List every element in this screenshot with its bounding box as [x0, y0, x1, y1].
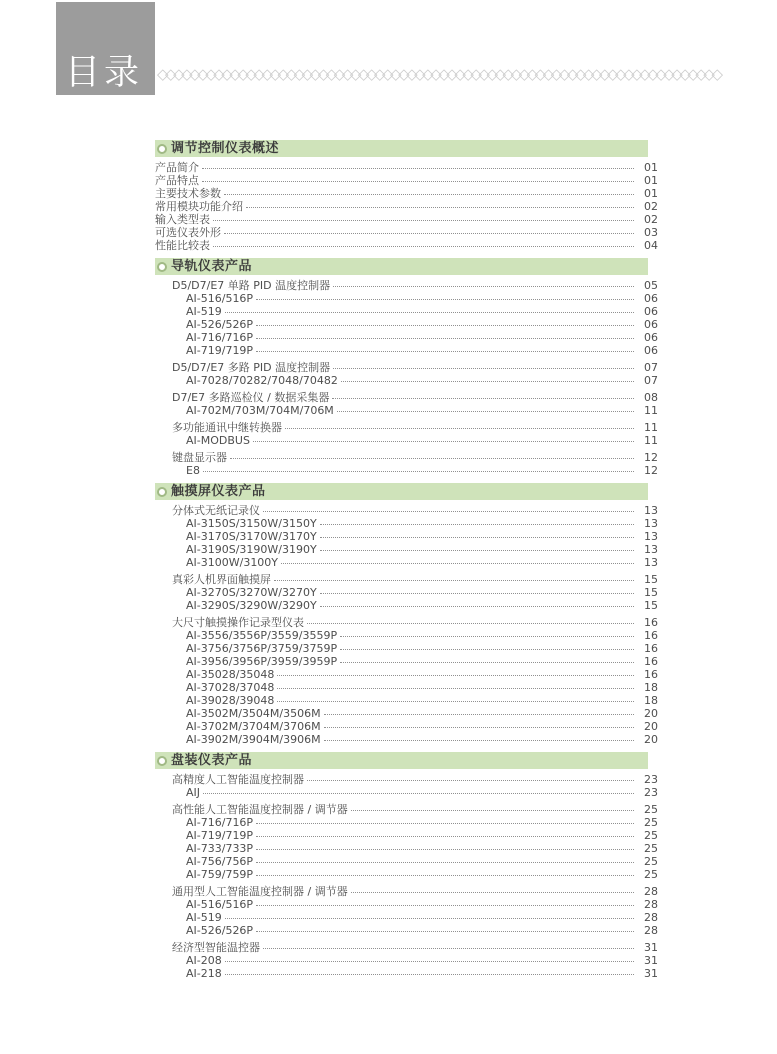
toc-entry-label: AI-733/733P — [186, 842, 254, 855]
toc-entry-page: 06 — [644, 344, 658, 357]
toc-entry-label: 高精度人工智能温度控制器 — [172, 773, 304, 786]
section-header — [155, 752, 648, 769]
diamond-chain-divider: ◇◇◇◇◇◇◇◇◇◇◇◇◇◇◇◇◇◇◇◇◇◇◇◇◇◇◇◇◇◇◇◇◇◇◇◇◇◇◇◇◇◇◇◇◇◇◇◇◇◇◇◇◇◇◇◇◇◇◇◇◇◇◇◇◇◇◇◇◇◇ — [157, 65, 720, 83]
dotted-leader — [340, 636, 634, 637]
dotted-leader — [246, 207, 634, 208]
toc-entry-label: 分体式无纸记录仪 — [172, 504, 260, 517]
toc-entry-label: AI-516/516P — [186, 898, 254, 911]
dotted-leader — [320, 550, 634, 551]
dotted-leader — [277, 688, 634, 689]
toc-entry-label: AI-716/716P — [186, 331, 254, 344]
toc-section — [155, 258, 658, 477]
toc-entry-label: AI-3190S/3190W/3190Y — [186, 543, 317, 556]
toc-entry-label: 输入类型表 — [155, 213, 210, 226]
dotted-leader — [202, 168, 634, 169]
toc-entry-label: 产品特点 — [155, 174, 199, 187]
toc-entry-page: 31 — [644, 967, 658, 980]
dotted-leader — [225, 961, 634, 962]
toc-entry-page: 07 — [644, 374, 658, 387]
toc-section — [155, 752, 658, 980]
toc-entry-page: 13 — [644, 543, 658, 556]
toc-entry-page: 06 — [644, 305, 658, 318]
dotted-leader — [332, 398, 634, 399]
toc-entry-label: AI-3290S/3290W/3290Y — [186, 599, 317, 612]
toc-entry-page: 12 — [644, 451, 658, 464]
toc-entry-page: 16 — [644, 655, 658, 668]
toc-entry — [186, 629, 658, 642]
dotted-leader — [285, 428, 634, 429]
toc-entry-label: AI-MODBUS — [186, 434, 250, 447]
dotted-leader — [320, 606, 634, 607]
page-title: 目录 — [65, 53, 144, 94]
toc-entry-label: D5/D7/E7 单路 PID 温度控制器 — [172, 279, 331, 292]
toc-entry-page: 01 — [644, 187, 658, 200]
dotted-leader — [333, 368, 634, 369]
toc-entry-label: AI-35028/35048 — [186, 668, 275, 681]
toc-section — [155, 483, 658, 746]
dotted-leader — [337, 411, 634, 412]
toc-entry-label: D5/D7/E7 多路 PID 温度控制器 — [172, 361, 331, 374]
toc-entry — [186, 599, 658, 612]
dotted-leader — [225, 974, 634, 975]
dotted-leader — [324, 727, 634, 728]
dotted-leader — [256, 931, 634, 932]
toc-entry — [155, 161, 658, 174]
toc-entry-label: 通用型人工智能温度控制器 / 调节器 — [172, 885, 348, 898]
toc-entry-label: AIJ — [186, 786, 201, 799]
toc-entry — [186, 517, 658, 530]
toc-entry-label: 大尺寸触摸操作记录型仪表 — [172, 616, 304, 629]
toc-entry-page: 23 — [644, 773, 658, 786]
toc-entry — [186, 855, 658, 868]
dotted-leader — [230, 458, 634, 459]
dotted-leader — [224, 233, 634, 234]
toc-entry-label: AI-3270S/3270W/3270Y — [186, 586, 317, 599]
toc-entry-page: 08 — [644, 391, 658, 404]
toc-entry-label: AI-516/516P — [186, 292, 254, 305]
toc-entry-page: 02 — [644, 213, 658, 226]
toc-entry-page: 06 — [644, 292, 658, 305]
toc-entry-label: AI-3902M/3904M/3906M — [186, 733, 321, 746]
dotted-leader — [256, 325, 634, 326]
toc-entry-page: 13 — [644, 556, 658, 569]
toc-entry-label: AI-526/526P — [186, 318, 254, 331]
toc-entry-label: AI-759/759P — [186, 868, 254, 881]
toc-entry-page: 11 — [644, 421, 658, 434]
toc-entry-label: 主要技术参数 — [155, 187, 221, 200]
dotted-leader — [256, 823, 634, 824]
toc-entry-page: 01 — [644, 174, 658, 187]
toc-entry-page: 16 — [644, 616, 658, 629]
toc-entry-label: D7/E7 多路巡检仪 / 数据采集器 — [172, 391, 330, 404]
circle-bullet-icon — [157, 144, 167, 154]
toc-entry-page: 13 — [644, 504, 658, 517]
toc-entry — [186, 556, 658, 569]
section-header — [155, 140, 648, 157]
toc-entry-page: 06 — [644, 331, 658, 344]
dotted-leader — [225, 918, 634, 919]
toc-entry — [186, 868, 658, 881]
toc-entry-label: 键盘显示器 — [172, 451, 227, 464]
toc-entry — [172, 279, 658, 292]
dotted-leader — [213, 220, 634, 221]
dotted-leader — [225, 312, 634, 313]
toc-entry — [186, 681, 658, 694]
toc-entry-label: AI-719/719P — [186, 829, 254, 842]
dotted-leader — [324, 740, 634, 741]
toc-entry — [186, 642, 658, 655]
toc-entry-page: 18 — [644, 681, 658, 694]
dotted-leader — [263, 948, 634, 949]
circle-bullet-icon — [157, 262, 167, 272]
dotted-leader — [253, 441, 634, 442]
toc-entry — [186, 842, 658, 855]
toc-entry-label: AI-208 — [186, 954, 222, 967]
toc-entry-page: 25 — [644, 842, 658, 855]
toc-entry-page: 01 — [644, 161, 658, 174]
toc-entry-page: 28 — [644, 898, 658, 911]
toc-entry — [186, 655, 658, 668]
toc-entry-page: 04 — [644, 239, 658, 252]
dotted-leader — [274, 580, 634, 581]
toc-entry-label: AI-3170S/3170W/3170Y — [186, 530, 317, 543]
toc-entry-label: 可选仪表外形 — [155, 226, 221, 239]
toc-entry — [172, 391, 658, 404]
toc-entry-page: 20 — [644, 707, 658, 720]
toc-entry-page: 03 — [644, 226, 658, 239]
section-header — [155, 258, 648, 275]
dotted-leader — [256, 338, 634, 339]
toc-entry — [186, 967, 658, 980]
toc-entry — [172, 361, 658, 374]
toc-entry-page: 25 — [644, 803, 658, 816]
toc-entry-page: 06 — [644, 318, 658, 331]
toc-entry-page: 18 — [644, 694, 658, 707]
dotted-leader — [213, 246, 634, 247]
dotted-leader — [256, 875, 634, 876]
section-title: 导轨仪表产品 — [171, 259, 253, 274]
toc-entry-label: AI-3956/3956P/3959/3959P — [186, 655, 338, 668]
toc-entry-page: 05 — [644, 279, 658, 292]
section-title: 盘装仪表产品 — [171, 753, 253, 768]
toc-entry — [172, 573, 658, 586]
dotted-leader — [281, 563, 634, 564]
toc-entry — [172, 773, 658, 786]
toc-entry-page: 16 — [644, 629, 658, 642]
dotted-leader — [341, 381, 634, 382]
toc-entry — [186, 954, 658, 967]
toc-entry-page: 20 — [644, 733, 658, 746]
dotted-leader — [256, 905, 634, 906]
dotted-leader — [307, 780, 634, 781]
toc-entry — [172, 421, 658, 434]
toc-entry — [155, 200, 658, 213]
toc-entry-page: 07 — [644, 361, 658, 374]
toc-entry — [155, 226, 658, 239]
toc-entry — [186, 305, 658, 318]
toc-entry-page: 31 — [644, 941, 658, 954]
dotted-leader — [320, 593, 634, 594]
toc-entry — [186, 707, 658, 720]
toc-entry — [186, 374, 658, 387]
toc-entry — [186, 694, 658, 707]
toc-entry-page: 25 — [644, 868, 658, 881]
toc-entry-page: 15 — [644, 573, 658, 586]
toc-entry-page: 12 — [644, 464, 658, 477]
circle-bullet-icon — [157, 756, 167, 766]
dotted-leader — [320, 537, 634, 538]
toc-entry — [172, 504, 658, 517]
toc — [155, 140, 658, 986]
dotted-leader — [277, 701, 634, 702]
toc-entry-page: 25 — [644, 816, 658, 829]
toc-entry — [186, 720, 658, 733]
toc-entry-label: AI-526/526P — [186, 924, 254, 937]
dotted-leader — [324, 714, 634, 715]
toc-entry-page: 13 — [644, 530, 658, 543]
toc-entry-label: 真彩人机界面触摸屏 — [172, 573, 271, 586]
toc-entry-label: AI-3100W/3100Y — [186, 556, 279, 569]
toc-entry-label: AI-716/716P — [186, 816, 254, 829]
dotted-leader — [224, 194, 634, 195]
toc-entry-page: 16 — [644, 642, 658, 655]
toc-entry-page: 31 — [644, 954, 658, 967]
toc-entry-label: AI-3150S/3150W/3150Y — [186, 517, 317, 530]
toc-entry — [172, 885, 658, 898]
toc-entry-label: AI-519 — [186, 305, 222, 318]
toc-entry-label: 经济型智能温控器 — [172, 941, 260, 954]
toc-entry-page: 28 — [644, 885, 658, 898]
dotted-leader — [263, 511, 634, 512]
toc-entry-label: AI-7028/70282/7048/70482 — [186, 374, 338, 387]
toc-entry-page: 28 — [644, 924, 658, 937]
toc-entry-page: 25 — [644, 855, 658, 868]
toc-entry — [172, 451, 658, 464]
dotted-leader — [256, 351, 634, 352]
toc-entry-label: AI-3702M/3704M/3706M — [186, 720, 321, 733]
dotted-leader — [333, 286, 634, 287]
toc-entry-label: AI-39028/39048 — [186, 694, 275, 707]
toc-entry-label: AI-37028/37048 — [186, 681, 275, 694]
toc-entry-label: 多功能通讯中继转换器 — [172, 421, 282, 434]
toc-entry — [155, 239, 658, 252]
toc-entry — [186, 924, 658, 937]
circle-bullet-icon — [157, 487, 167, 497]
toc-entry-label: AI-702M/703M/704M/706M — [186, 404, 334, 417]
toc-entry-page: 11 — [644, 434, 658, 447]
toc-entry-label: AI-756/756P — [186, 855, 254, 868]
toc-entry — [186, 829, 658, 842]
toc-entry-page: 25 — [644, 829, 658, 842]
dotted-leader — [340, 649, 634, 650]
toc-entry-page: 02 — [644, 200, 658, 213]
toc-entry — [186, 668, 658, 681]
toc-entry — [155, 174, 658, 187]
dotted-leader — [203, 793, 634, 794]
section-header — [155, 483, 648, 500]
toc-entry — [186, 344, 658, 357]
dotted-leader — [340, 662, 634, 663]
dotted-leader — [320, 524, 634, 525]
toc-entry — [186, 318, 658, 331]
dotted-leader — [256, 299, 634, 300]
dotted-leader — [202, 181, 634, 182]
toc-entry-label: E8 — [186, 464, 200, 477]
toc-entry-page: 28 — [644, 911, 658, 924]
toc-entry-page: 16 — [644, 668, 658, 681]
toc-entry — [155, 213, 658, 226]
toc-entry — [186, 898, 658, 911]
toc-section — [155, 140, 658, 252]
toc-entry — [186, 911, 658, 924]
section-title: 触摸屏仪表产品 — [171, 484, 266, 499]
toc-entry-label: 产品简介 — [155, 161, 199, 174]
toc-entry — [172, 616, 658, 629]
toc-entry-label: 常用模块功能介绍 — [155, 200, 243, 213]
title-box — [56, 2, 155, 95]
toc-entry-page: 11 — [644, 404, 658, 417]
toc-entry-label: 性能比较表 — [155, 239, 210, 252]
toc-entry-page: 15 — [644, 599, 658, 612]
toc-entry-label: 高性能人工智能温度控制器 / 调节器 — [172, 803, 348, 816]
toc-entry-label: AI-3756/3756P/3759/3759P — [186, 642, 338, 655]
dotted-leader — [351, 810, 634, 811]
toc-entry-label: AI-519 — [186, 911, 222, 924]
toc-entry-page: 23 — [644, 786, 658, 799]
dotted-leader — [277, 675, 634, 676]
toc-entry — [186, 586, 658, 599]
toc-entry — [186, 530, 658, 543]
toc-entry — [186, 816, 658, 829]
toc-entry — [186, 404, 658, 417]
toc-entry — [186, 434, 658, 447]
toc-entry — [186, 464, 658, 477]
dotted-leader — [256, 862, 634, 863]
toc-entry-label: AI-3556/3556P/3559/3559P — [186, 629, 338, 642]
toc-entry — [172, 941, 658, 954]
dotted-leader — [351, 892, 634, 893]
toc-entry-page: 15 — [644, 586, 658, 599]
toc-entry-label: AI-3502M/3504M/3506M — [186, 707, 321, 720]
toc-entry — [172, 803, 658, 816]
toc-entry — [186, 292, 658, 305]
toc-entry-label: AI-218 — [186, 967, 222, 980]
toc-entry — [186, 331, 658, 344]
toc-entry — [155, 187, 658, 200]
dotted-leader — [307, 623, 634, 624]
toc-entry-page: 13 — [644, 517, 658, 530]
toc-entry — [186, 733, 658, 746]
dotted-leader — [256, 836, 634, 837]
dotted-leader — [256, 849, 634, 850]
toc-entry-label: AI-719/719P — [186, 344, 254, 357]
toc-entry — [186, 786, 658, 799]
toc-entry-page: 20 — [644, 720, 658, 733]
section-title: 调节控制仪表概述 — [171, 141, 280, 156]
dotted-leader — [203, 471, 634, 472]
toc-entry — [186, 543, 658, 556]
